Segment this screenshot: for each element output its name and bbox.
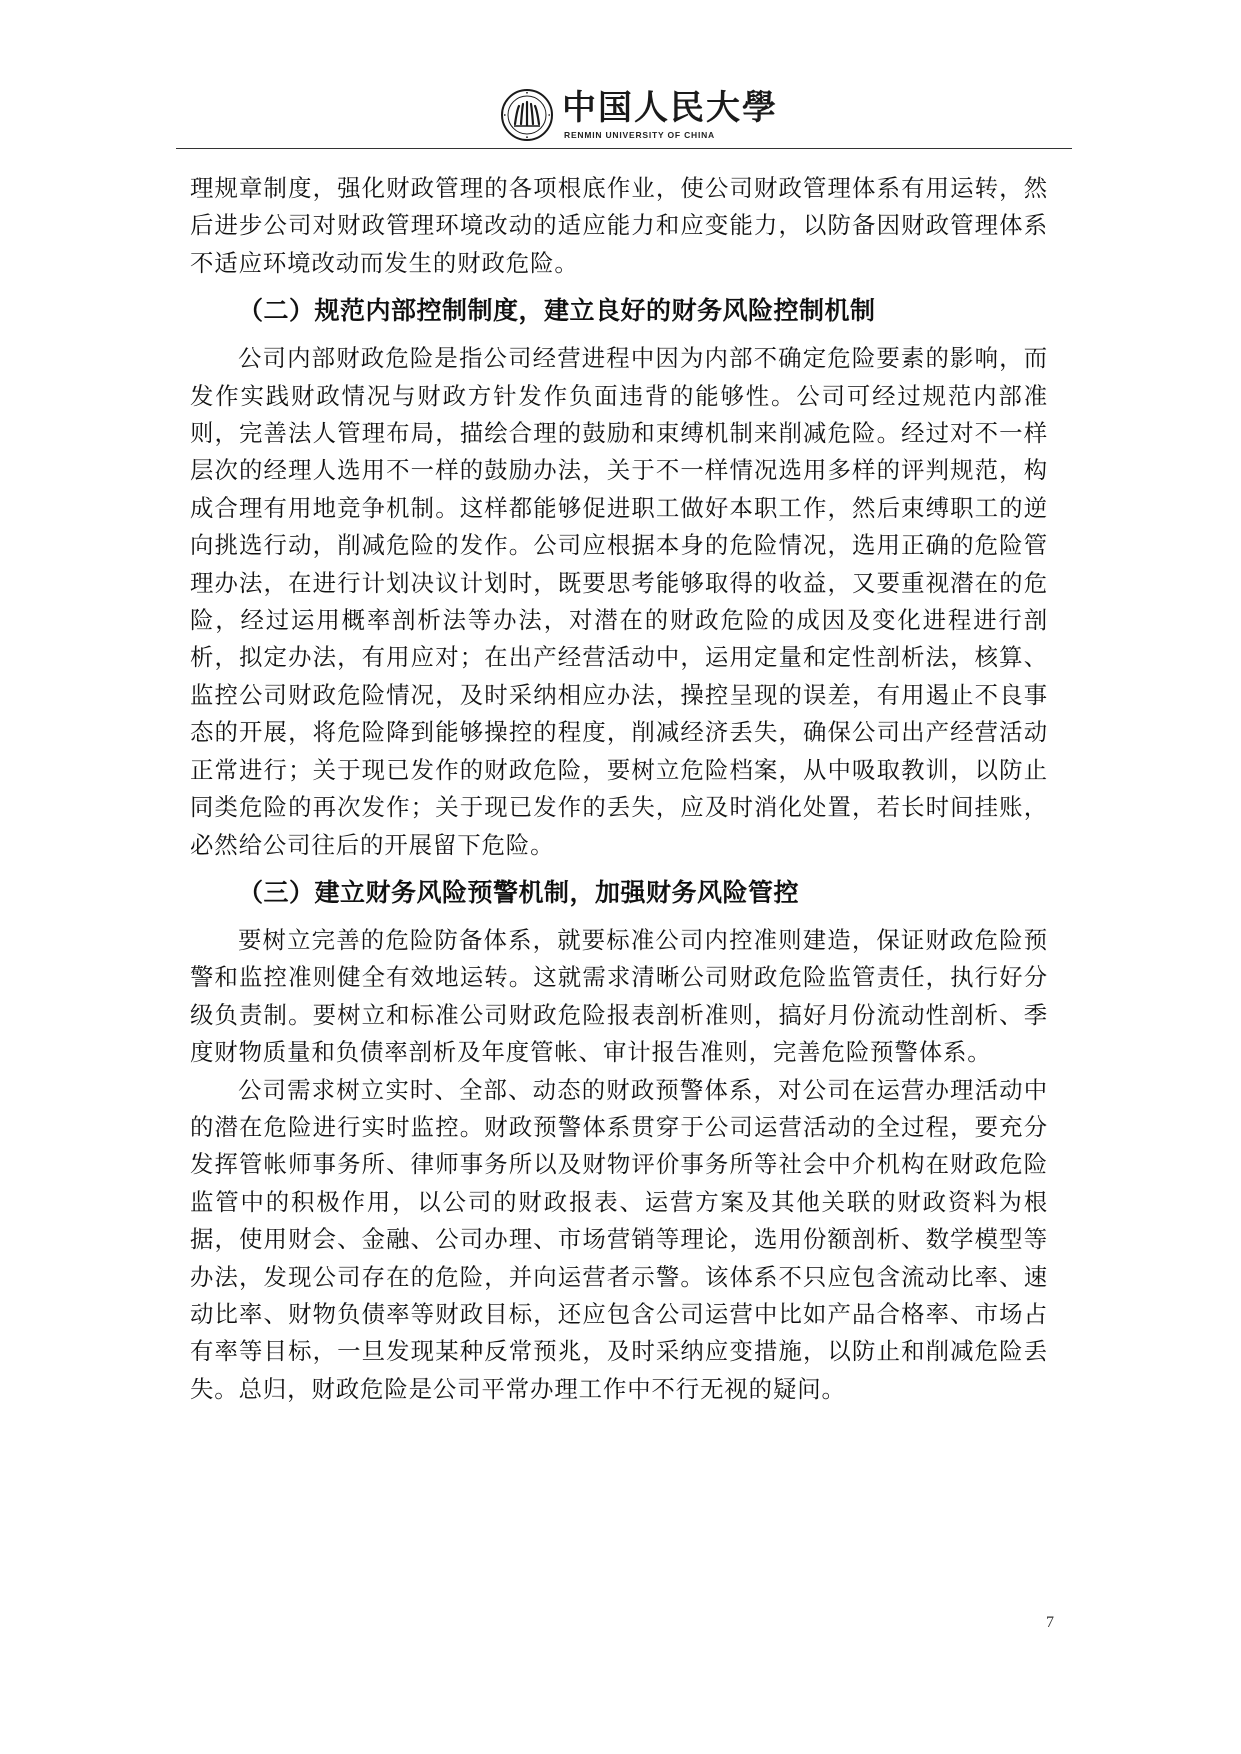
paragraph-early-warning: 公司需求树立实时、全部、动态的财政预警体系，对公司在运营办理活动中的潜在危险进行实时监控。财政预警体系贯穿于公司运营活动的全过程，要充分发挥管帐师事务所、律师事务所以及财物评价事务所等社会中介机构在财政危险监管中的积极作用，以公司的财政报表、运营方案及其他关联的财政资料为根据，使用财会、金融、公司办理、市场营销等理论，选用份额剖析、数学模型等办法，发现公司存在的危险，并向运营者示警。该体系不只应包含流动比率、速动比率、财物负债率等财政目标，还应包含公司运营中比如产品合格率、市场占有率等目标，一旦发现某种反常预兆，及时采纳应变措施，以防止和削减危险丢失。总归，财政危险是公司平常办理工作中不行无视的疑问。: [190, 1075, 1048, 1403]
paragraph-risk-prevention: 要树立完善的危险防备体系，就要标准公司内控准则建造，保证财政危险预警和监控准则健全有效地运转。这就需求清晰公司财政危险监管责任，执行好分级负责制。要树立和标准公司财政危险报表剖析准则，搞好月份流动性剖析、季度财物质量和负债率剖析及年度管帐、审计报告准则，完善危险预警体系。: [190, 925, 1048, 1067]
section-heading-3: （三）建立财务风险预警机制，加强财务风险管控: [238, 877, 800, 907]
university-name-en: RENMIN UNIVERSITY OF CHINA: [564, 130, 715, 140]
paragraph-internal-control: 公司内部财政危险是指公司经营进程中因为内部不确定危险要素的影响，而发作实践财政情况与财政方针发作负面违背的能够性。公司可经过规范内部准则，完善法人管理布局，描绘合理的鼓励和束缚机制来削减危险。经过对不一样层次的经理人选用不一样的鼓励办法，关于不一样情况选用多样的评判规范，构成合理有用地竞争机制。这样都能够促进职工做好本职工作，然后束缚职工的逆向挑选行动，削减危险的发作。公司应根据本身的危险情况，选用正确的危险管理办法，在进行计划决议计划时，既要思考能够取得的收益，又要重视潜在的危险，经过运用概率剖析法等办法，对潜在的财政危险的成因及变化进程进行剖析，拟定办法，有用应对；在出产经营活动中，运用定量和定性剖析法，核算、监控公司财政危险情况，及时采纳相应办法，操控呈现的误差，有用遏止不良事态的开展，将危险降到能够操控的程度，削减经济丢失，确保公司出产经营活动正常进行；关于现已发作的财政危险，要树立危险档案，从中吸取教训，以防止同类危险的再次发作；关于现已发作的丢失，应及时消化处置，若长时间挂账，必然给公司往后的开展留下危险。: [190, 344, 1048, 859]
main-content: [190, 170, 1048, 1408]
header-divider: [176, 148, 1072, 149]
section-heading-2: （二）规范内部控制制度，建立良好的财务风险控制机制: [238, 296, 876, 326]
renmin-university-seal-icon: [500, 88, 554, 142]
page-number: 7: [1046, 1614, 1054, 1631]
university-name-cn: 中国人民大學: [562, 88, 778, 128]
paragraph-continued: 理规章制度，强化财政管理的各项根底作业，使公司财政管理体系有用运转，然后进步公司对财政管理环境改动的适应能力和应变能力，以防备因财政管理体系不适应环境改动而发生的财政危险。: [190, 174, 1048, 277]
page-header: [0, 88, 1241, 154]
